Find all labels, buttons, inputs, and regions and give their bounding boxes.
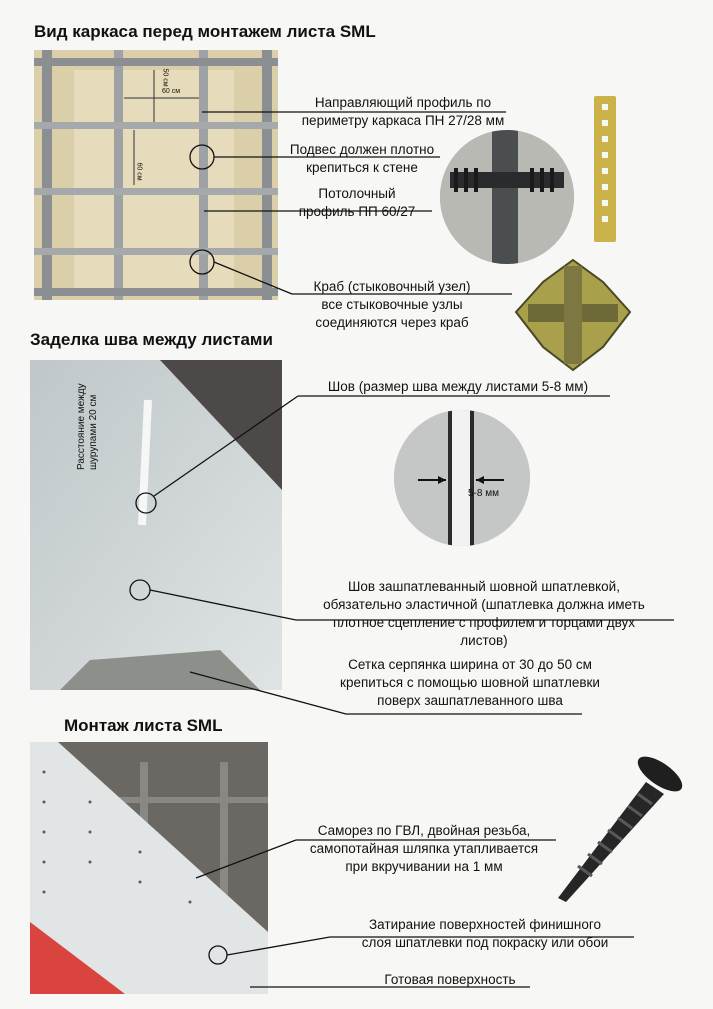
- frame-photo: [34, 50, 278, 300]
- hanger-bracket-holes: [594, 96, 616, 242]
- mounting-drawing: [30, 742, 268, 994]
- section-title-frame: Вид каркаса перед монтажем листа SML: [34, 22, 376, 41]
- mesh-label: Сетка серпянка ширина от 30 до 50 см крепиться с помощью шовной шпатлевки поверх зашпатлеванного шва: [340, 657, 600, 708]
- finish-label: Готовая поверхность: [384, 972, 516, 987]
- screw-drawing: [548, 752, 698, 912]
- seam-drawing: [30, 360, 282, 690]
- crab-drawing: [508, 252, 638, 378]
- hanger-zoom-circle: [440, 130, 574, 264]
- ceiling-profile-label: Потолочный профиль ПП 60/27: [298, 186, 416, 219]
- putty-label: Шов зашпатлеванный шовной шпатлевкой, обязательно эластичной (шпатлевка должна иметь плотное сцепление с профилем и торцами двух листов): [323, 579, 645, 648]
- dim-label-3: 60 см: [135, 162, 143, 181]
- hanger-zoom-drawing: [440, 130, 574, 264]
- seam-photo: [30, 360, 282, 690]
- screw-spacing-text: Расстояние между шурупами 20 см: [76, 383, 99, 470]
- hanger-label: Подвес должен плотно крепиться к стене: [289, 142, 435, 175]
- hanger-bracket-image: [594, 96, 616, 242]
- dim-label-2: 50 см: [161, 68, 169, 87]
- guide-profile-label: Направляющий профиль по периметру каркаса ПН 27/28 мм: [301, 95, 505, 128]
- gap-size-label: 5-8 мм: [468, 488, 499, 499]
- screw-image: [548, 752, 698, 912]
- sanding-label: Затирание поверхностей финишного слоя шпатлевки под покраску или обои: [361, 917, 609, 950]
- seam-zoom-circle: [394, 410, 530, 546]
- section-title-mounting: Монтаж листа SML: [64, 716, 223, 735]
- seam-size-label: Шов (размер шва между листами 5-8 мм): [327, 379, 589, 394]
- crab-connector-image: [508, 252, 638, 378]
- section-title-seam: Заделка шва между листами: [30, 330, 273, 349]
- dim-label-1: 60 см: [162, 88, 181, 95]
- mounting-photo: [30, 742, 268, 994]
- seam-zoom-drawing: [394, 410, 530, 546]
- crab-label: Краб (стыковочный узел) все стыковочные узлы соединяются через краб: [313, 279, 471, 330]
- frame-drawing: [34, 50, 278, 300]
- screw-label: Саморез по ГВЛ, двойная резьба, самопотайная шляпка утапливается при вкручивании на 1 мм: [309, 823, 539, 874]
